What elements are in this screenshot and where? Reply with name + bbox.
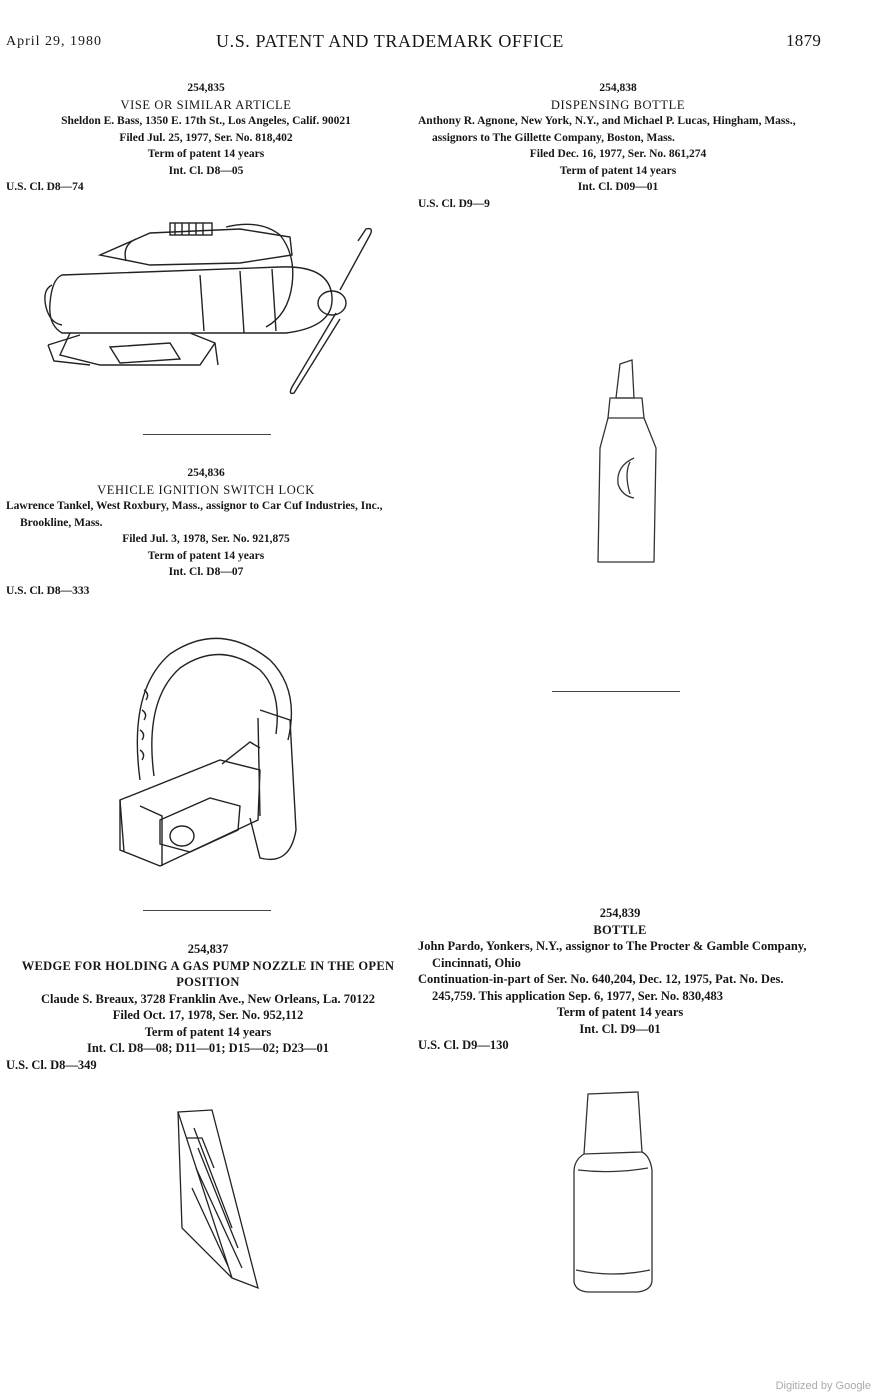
patent-inventor: John Pardo, Yonkers, N.Y., assignor to The Procter & Gamble Company, Cincinnati, Ohio xyxy=(418,939,807,970)
patent-entry xyxy=(6,80,406,196)
lock-drawing xyxy=(110,630,310,870)
patent-term: Term of patent 14 years xyxy=(147,549,265,562)
patent-int-class: Int. Cl. D8—07 xyxy=(168,566,244,578)
dispensing-bottle-drawing xyxy=(594,358,666,568)
patent-entry xyxy=(6,941,410,1073)
digitized-watermark: Digitized by Google xyxy=(775,1380,871,1392)
separator-rule xyxy=(143,910,271,911)
patent-us-class: U.S. Cl. D9—9 xyxy=(418,197,490,210)
separator-rule xyxy=(143,434,271,435)
patent-number: 254,837 xyxy=(187,942,229,956)
patent-term: Term of patent 14 years xyxy=(147,148,265,160)
patent-int-class: Int. Cl. D8—05 xyxy=(168,164,244,177)
patent-number: 254,839 xyxy=(599,906,641,920)
patent-title: VISE OR SIMILAR ARTICLE xyxy=(120,97,292,112)
patent-int-class: Int. Cl. D9—01 xyxy=(579,1021,661,1036)
patent-inventor: Sheldon E. Bass, 1350 E. 17th St., Los Angeles, Calif. 90021 xyxy=(61,115,351,127)
separator-rule xyxy=(552,691,680,692)
patent-us-class: U.S. Cl. D8—349 xyxy=(6,1057,97,1072)
patent-us-class: U.S. Cl. D8—333 xyxy=(6,584,90,597)
patent-entry xyxy=(418,905,822,1054)
patent-title: VEHICLE IGNITION SWITCH LOCK xyxy=(97,482,315,497)
patent-number: 254,836 xyxy=(187,467,225,479)
patent-filed: Filed Dec. 16, 1977, Ser. No. 861,274 xyxy=(529,148,707,160)
patent-filed: Filed Jul. 3, 1978, Ser. No. 921,875 xyxy=(122,533,290,545)
patent-term: Term of patent 14 years xyxy=(556,1005,684,1019)
page-date: April 29, 1980 xyxy=(6,34,103,49)
patent-filed: Filed Oct. 17, 1978, Ser. No. 952,112 xyxy=(112,1008,304,1022)
wedge-drawing xyxy=(172,1108,267,1293)
vise-drawing xyxy=(40,215,380,400)
patent-term: Term of patent 14 years xyxy=(144,1024,272,1039)
patent-title: DISPENSING BOTTLE xyxy=(550,97,686,112)
patent-filed: Filed Jul. 25, 1977, Ser. No. 818,402 xyxy=(119,131,293,144)
page-office-title: U.S. PATENT AND TRADEMARK OFFICE xyxy=(216,31,564,51)
patent-int-class: Int. Cl. D09—01 xyxy=(577,181,659,193)
patent-inventor: Claude S. Breaux, 3728 Franklin Ave., New Orleans, La. 70122 xyxy=(41,991,375,1006)
patent-number: 254,835 xyxy=(187,82,225,94)
patent-us-class: U.S. Cl. D9—130 xyxy=(418,1038,509,1052)
patent-entry xyxy=(418,80,818,212)
patent-int-class: Int. Cl. D8—08; D11—01; D15—02; D23—01 xyxy=(86,1041,329,1055)
patent-us-class: U.S. Cl. D8—74 xyxy=(6,181,84,193)
patent-inventor: Anthony R. Agnone, New York, N.Y., and Michael P. Lucas, Hingham, Mass., assignors to The Gillette Company, Boston, Mass. xyxy=(418,115,796,144)
patent-number: 254,838 xyxy=(599,82,637,94)
patent-inventor: Lawrence Tankel, West Roxbury, Mass., assignor to Car Cuf Industries, Inc., Brookline, Mass. xyxy=(6,500,383,529)
patent-entry xyxy=(6,465,406,599)
patent-term: Term of patent 14 years xyxy=(559,164,677,177)
patent-title: WEDGE FOR HOLDING A GAS PUMP NOZZLE IN THE OPEN POSITION xyxy=(21,958,395,989)
patent-title: BOTTLE xyxy=(593,922,647,937)
patent-filed: Continuation-in-part of Ser. No. 640,204, Dec. 12, 1975, Pat. No. Des. 245,759. This application Sep. 6, 1977, Ser. No. 830,483 xyxy=(418,972,784,1003)
bottle-drawing xyxy=(566,1090,658,1300)
page-number: 1879 xyxy=(786,31,822,50)
